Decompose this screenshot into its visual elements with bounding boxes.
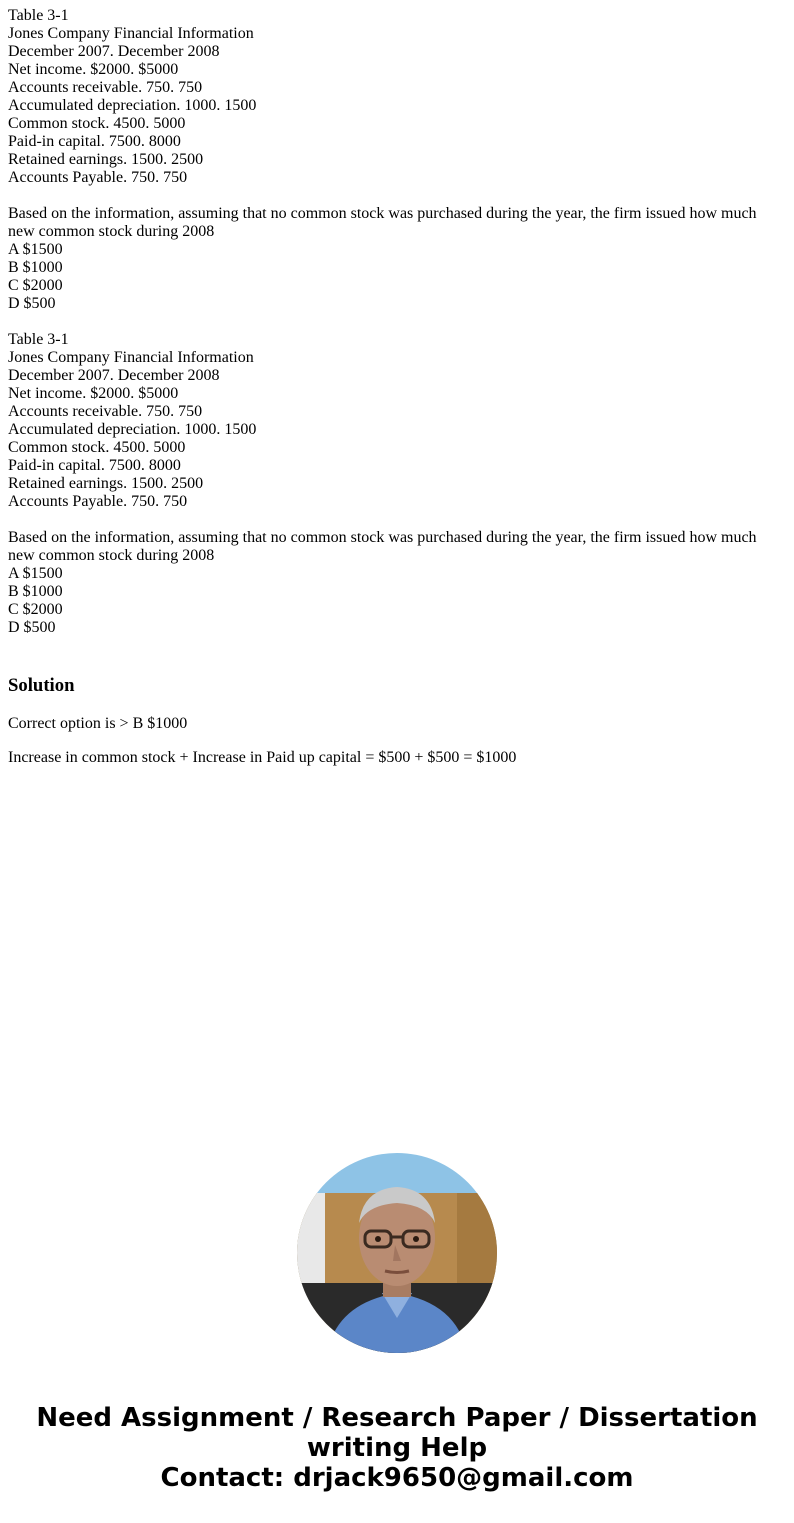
option-a: A $1500 xyxy=(8,241,63,258)
footer-contact xyxy=(0,1403,794,1493)
table-row: Common stock. 4500. 5000 xyxy=(8,439,186,456)
table-row: Net income. $2000. $5000 xyxy=(8,61,179,78)
solution-answer: Correct option is > B $1000 xyxy=(8,715,188,732)
option-b: B $1000 xyxy=(8,583,63,600)
option-d: D $500 xyxy=(8,619,56,636)
question-block-2 xyxy=(8,331,778,637)
option-c: C $2000 xyxy=(8,277,63,294)
table-row: Accounts Payable. 750. 750 xyxy=(8,169,188,186)
question-text: Based on the information, assuming that no common stock was purchased during the year, the firm issued how much new common stock during 2008 xyxy=(8,205,757,240)
question-block-1 xyxy=(8,7,778,313)
table-row: Paid-in capital. 7500. 8000 xyxy=(8,133,181,150)
table-row: Common stock. 4500. 5000 xyxy=(8,115,186,132)
period-header: December 2007. December 2008 xyxy=(8,43,220,60)
spacer xyxy=(8,313,778,331)
avatar xyxy=(297,1153,497,1353)
table-row: Retained earnings. 1500. 2500 xyxy=(8,151,204,168)
option-b: B $1000 xyxy=(8,259,63,276)
table-row: Accumulated depreciation. 1000. 1500 xyxy=(8,421,257,438)
period-header: December 2007. December 2008 xyxy=(8,367,220,384)
solution-heading: Solution xyxy=(8,675,75,696)
question-text: Based on the information, assuming that no common stock was purchased during the year, the firm issued how much new common stock during 2008 xyxy=(8,529,757,564)
option-d: D $500 xyxy=(8,295,56,312)
table-row: Accounts receivable. 750. 750 xyxy=(8,79,203,96)
footer-line: writing Help xyxy=(306,1433,488,1463)
table-row: Accounts receivable. 750. 750 xyxy=(8,403,203,420)
spacer xyxy=(8,187,778,205)
table-row: Net income. $2000. $5000 xyxy=(8,385,179,402)
table-title: Table 3-1 xyxy=(8,7,69,24)
table-row: Paid-in capital. 7500. 8000 xyxy=(8,457,181,474)
option-a: A $1500 xyxy=(8,565,63,582)
table-row: Retained earnings. 1500. 2500 xyxy=(8,475,204,492)
table-title: Table 3-1 xyxy=(8,331,69,348)
solution-explanation: Increase in common stock + Increase in Paid up capital = $500 + $500 = $1000 xyxy=(8,749,517,766)
person-portrait-icon xyxy=(297,1153,497,1353)
table-row: Accumulated depreciation. 1000. 1500 xyxy=(8,97,257,114)
question-content xyxy=(8,7,778,637)
company-name: Jones Company Financial Information xyxy=(8,349,254,366)
company-name: Jones Company Financial Information xyxy=(8,25,254,42)
footer-line: Need Assignment / Research Paper / Dissertation xyxy=(36,1403,758,1433)
footer-email: Contact: drjack9650@gmail.com xyxy=(160,1463,634,1493)
spacer xyxy=(8,511,778,529)
option-c: C $2000 xyxy=(8,601,63,618)
table-row: Accounts Payable. 750. 750 xyxy=(8,493,188,510)
